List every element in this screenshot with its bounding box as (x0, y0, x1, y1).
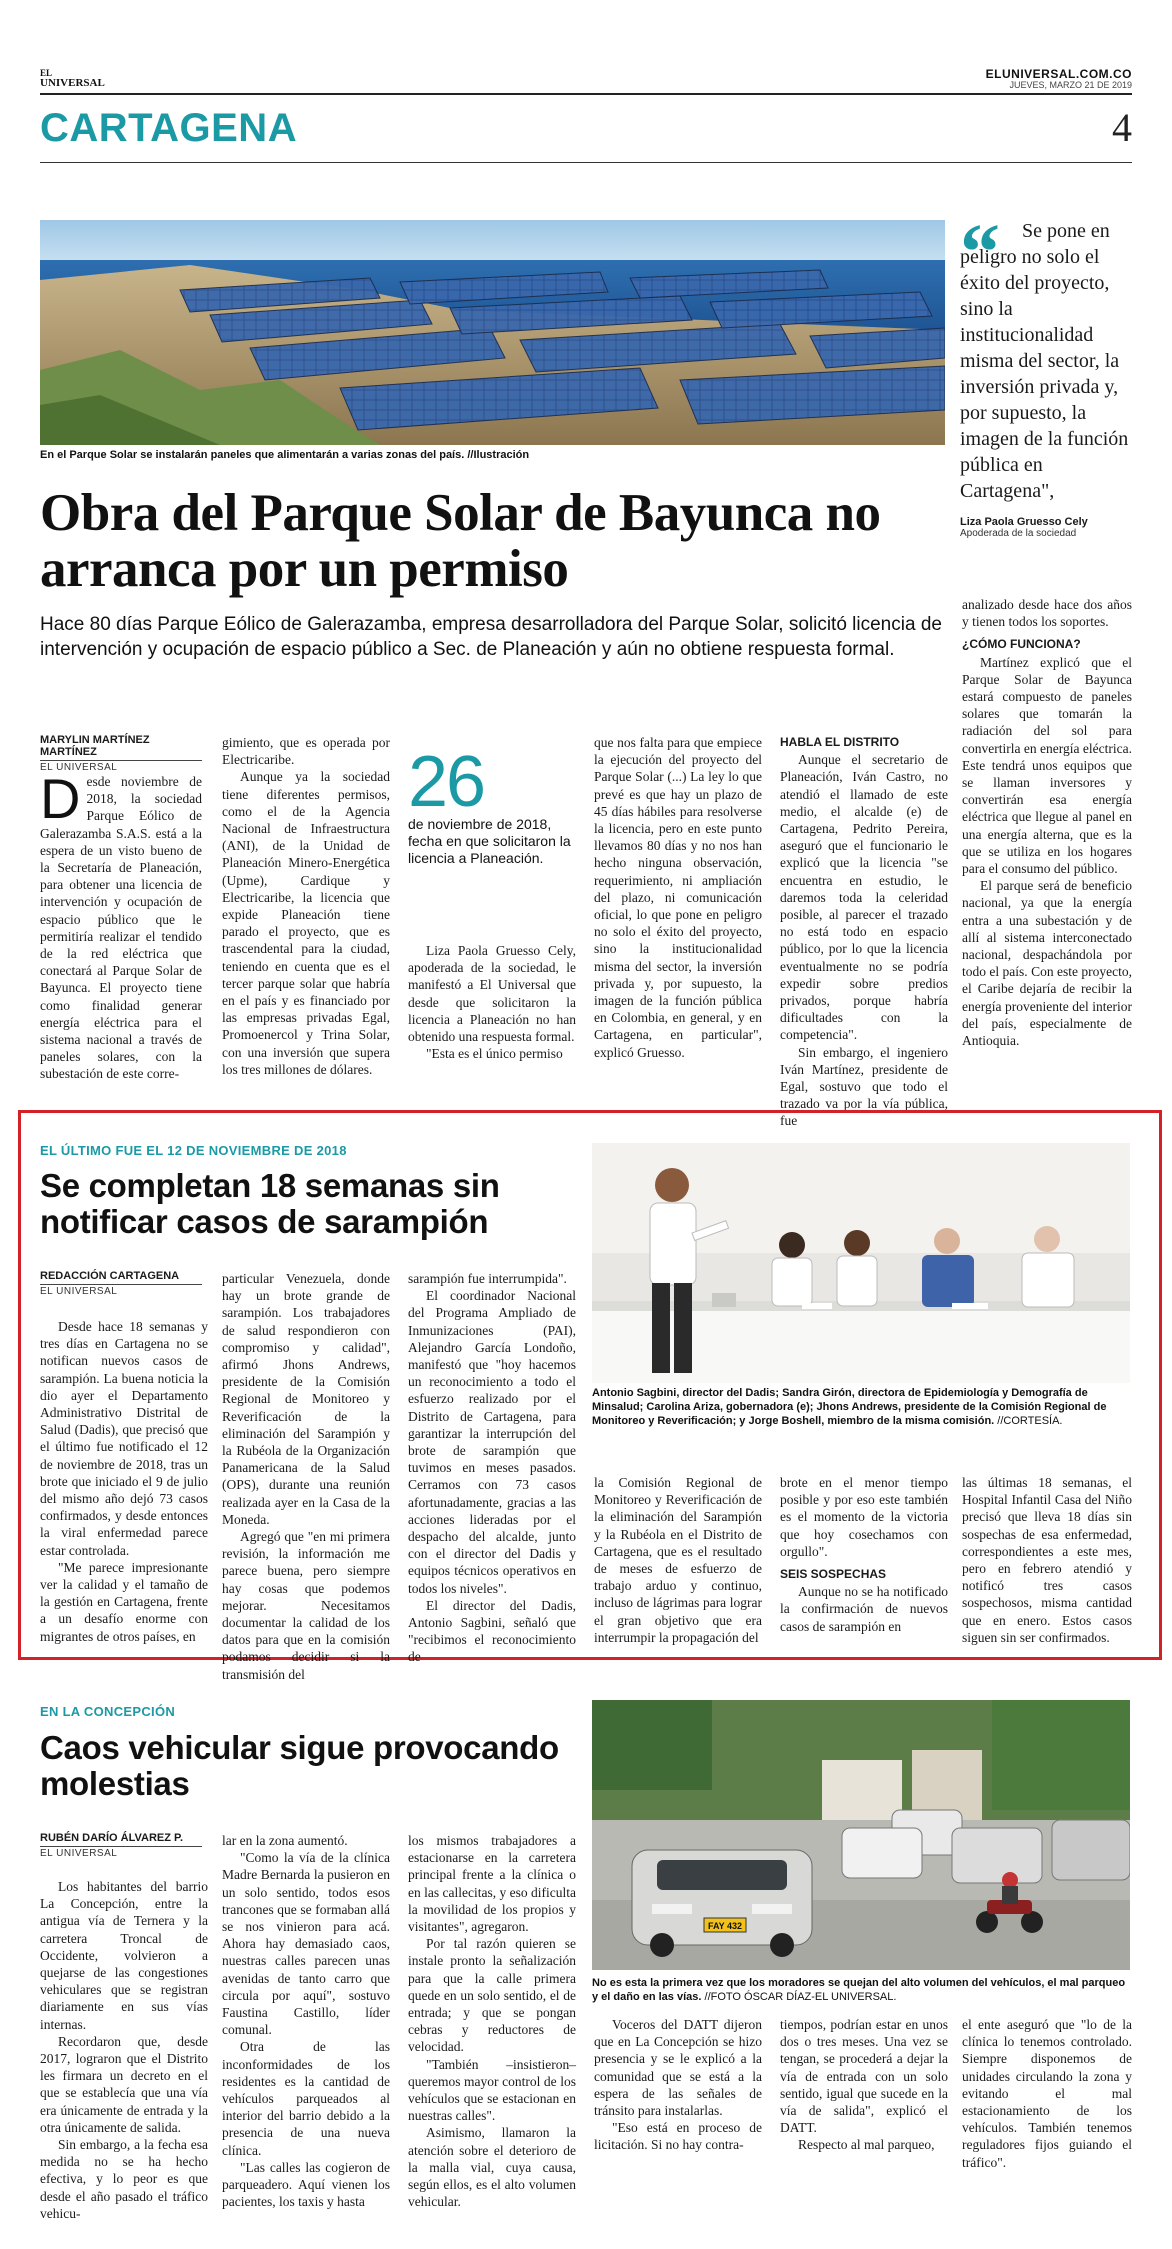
measles-col-4 (594, 1474, 762, 1646)
solar-col-6 (962, 596, 1132, 1049)
byline-publication: EL UNIVERSAL (40, 1846, 202, 1859)
measles-col1-p2: "Me parece impresionante ver la calidad y el tamaño de la gestión en Cartagena, frente a un desafío enorme con migrantes de otros países, en (40, 1559, 208, 1644)
pullquote (960, 209, 1132, 539)
officials-meeting-image (592, 1143, 1130, 1383)
solar-col6-p2: Martínez explicó que el Parque Solar de Bayunca estará compuesto de paneles solares que tomarán la radiación del sol para convertirla en energía eléctrica. Este tendrá unos equipos que se llaman inversores y convertirán esa energía eléctrica que llegue al panel en una energía alterna, que es la que se utiliza en los hogares para el consumo del público. (962, 654, 1132, 877)
measles-headline[interactable]: Se completan 18 semanas sin notificar casos de sarampión (40, 1167, 500, 1240)
measles-col6-text: las últimas 18 semanas, el Hospital Infantil Casa del Niño precisó que lleva 18 días sin sospechas de esa enfermedad, correspondientes a este mes, pero en febrero atendió y notificó tres casos sospechosos, misma cantidad que en enero. Estos casos siguen sin ser confirmados. (962, 1475, 1132, 1645)
subhead-como-funciona: ¿CÓMO FUNCIONA? (962, 637, 1081, 652)
traffic-col3-p1: los mismos trabajadores a estacionarse en la carretera principal frente a la clínica o en las callecitas, y eso dificulta la movilidad de los propios y visitantes", agregaron. (408, 1833, 576, 1935)
solar-col3-p1: Liza Paola Gruesso Cely, apoderada de la sociedad, le manifestó a El Universal que desde que solicitaron la licencia a Planeación no han obtenido una respuesta formal. (408, 943, 576, 1045)
measles-col-5 (780, 1474, 948, 1635)
masthead-info (986, 68, 1132, 91)
edition-date: JUEVES, MARZO 21 DE 2019 (1009, 80, 1132, 90)
section-rule (40, 162, 1132, 163)
measles-col3-p2: El coordinador Nacional del Programa Ampliado de Inmunizaciones (PAI), Alejandro García Londoño, manifestó que "hoy hacemos un reconocimiento a todo el esfuerzo realizado por el Distrito de Cartagena, para garantizar la interrupción del brote de sarampión que tuvimos en meses pasados. Cerramos con 73 casos afortunadamente, gracias a las acciones lideradas por el despacho del alcalde, junto con el director del Dadis y equipos técnicos operativos en todos los niveles". (408, 1288, 576, 1596)
solar-panels-illustration (40, 220, 945, 445)
traffic-col-3 (408, 1832, 576, 2210)
section-title: CARTAGENA (40, 106, 298, 150)
measles-col3-p1: sarampión fue interrumpida". (408, 1271, 567, 1286)
traffic-photo[interactable] (592, 1700, 1130, 1970)
traffic-kicker: EN LA CONCEPCIÓN (40, 1704, 176, 1719)
quote-mark-icon: “ (960, 209, 1000, 297)
byline-publication: EL UNIVERSAL (40, 760, 202, 773)
solar-col-5 (780, 734, 948, 1130)
byline-author: REDACCIÓN CARTAGENA (40, 1270, 180, 1282)
solar-col2-p2: Aunque ya la sociedad tiene diferentes permisos, como el de la Agencia Nacional de Infraestructura (ANI), de la Unidad de Planeación Minero-Energética (Upme), Cardique y Electricaribe, la licencia que expide Planeación tiene parado el proyecto, que es trascendental para la ciudad, teniendo en cuenta que es el tercer parque solar que habría en el país y es financiado por las empresas privadas Egal, Promoenercol y Trina Solar, con una inversión que supera los tres millones de dólares. (222, 769, 390, 1077)
traffic-col1-p1: Los habitantes del barrio La Concepción, entre la antigua vía de Ternera y la carretera Troncal de Occidente, volvieron a quejarse de las congestiones vehiculares que se registran diariamente en sus vías internas. (40, 1879, 208, 2032)
measles-col1-p1: Desde hace 18 semanas y tres días en Cartagena no se notifican nuevos casos de sarampión. La buena noticia la dio ayer el Departamento Administrativo Distrital de Salud (Dadis), que precisó que el último fue notificado el 12 de noviembre de 2018, tras un brote que iniciado el 9 de julio del mismo año dejó 73 casos confirmados, y desde entonces la viral enfermedad parece estar controlada. (40, 1319, 208, 1558)
solar-col2-p1: gimiento, que es operada por Electricaribe. (222, 735, 390, 768)
measles-col3-p3: El director del Dadis, Antonio Sagbini, señaló que "recibimos el reconocimiento de (408, 1597, 576, 1665)
measles-col-1 (40, 1318, 208, 1645)
solar-col4-text: que nos falta para que empiece la ejecución del proyecto del Parque Solar (...) La ley lo que prevé es que hay un plazo de 45 días hábiles para resolverse la licencia, pero en este punto llevamos 80 días y no nos han hecho ninguna observación, requerimiento, ni ampliación del plazo, ni comunicación oficial, lo que pone en peligro no solo el éxito del proyecto, sino la institucionalidad misma del sector, la inversión privada y, por supuesto, la imagen de la función pública en Colombia, en general, y en Cartagena, en particular", explicó Gruesso. (594, 735, 762, 1060)
traffic-headline[interactable]: Caos vehicular sigue provocando molestias (40, 1729, 559, 1802)
logo-top: EL (40, 68, 53, 78)
newspaper-logo[interactable] (40, 68, 105, 88)
measles-col2-p2: Agregó que "en mi primera revisión, la información me parece buena, pero siempre hay cosas que podemos mejorar. Necesitamos documentar la calidad de los datos para que en la comisión podamos decidir si la transmisión del (222, 1529, 390, 1682)
meeting-photo[interactable] (592, 1143, 1130, 1383)
traffic-col5-p1: tiempos, podrían estar en unos dos o tres meses. Una vez se tengan, se procederá a dejar la vía de entrada con un solo sentido, igual que sucede en la vía de salida", explicó el DATT. (780, 2017, 948, 2136)
meeting-caption-text: Antonio Sagbini, director del Dadis; Sandra Girón, directora de Epidemiología y Demografía de Minsalud; Carolina Ariza, gobernadora (e); Jhons Andrews, presidente de la Comisión Regional de Monitoreo y Reverificación; y Jorge Boshell, miembro de la misma comisión. (592, 1387, 1107, 1427)
traffic-col2-p1: lar en la zona aumentó. (222, 1833, 348, 1848)
measles-col-3 (408, 1270, 576, 1666)
logo-bottom: UNIVERSAL (40, 77, 105, 89)
big-number: 26 (408, 742, 485, 822)
date-fact-box (408, 742, 586, 867)
solar-col6-p3: El parque será de beneficio nacional, ya que la energía entra a una subestación y de allí al sistema interconectado nacional, despachándola por todo el país. Con este proyecto, el Caribe dejaría de recibir la energía proveniente del interior del país, especialmente de Antioquia. (962, 878, 1132, 1049)
solar-col6-p1: analizado desde hace dos años y tienen todos los soportes. (962, 597, 1132, 630)
solar-col-2 (222, 734, 390, 1078)
traffic-col3-p2: Por tal razón quieren se instale pronto la señalización para que la calle primera quede en un solo sentido, el de entrada; y que se pongan cebras y reductores de velocidad. (408, 1936, 576, 2055)
measles-col-6 (962, 1474, 1132, 1646)
measles-col5-p2: Aunque no se ha notificado la confirmación de nuevos casos de sarampión en (780, 1584, 948, 1634)
site-url[interactable]: ELUNIVERSAL.COM.CO (985, 67, 1132, 81)
traffic-col-1 (40, 1878, 208, 2222)
traffic-col2-p4: "Las calles las cogieron de parqueadero. Aquí vienen los pacientes, los taxis y hasta (222, 2159, 390, 2210)
solar-col3-p2: "Esta es el único permiso (426, 1046, 563, 1062)
page-number: 4 (1112, 105, 1132, 150)
traffic-col-4 (594, 2016, 762, 2154)
license-plate-text: FAY 432 (707, 1921, 743, 1931)
traffic-caption-credit: //FOTO ÓSCAR DÍAZ-EL UNIVERSAL. (701, 1991, 897, 2003)
solar-photo-caption (40, 448, 945, 462)
dropcap: D (40, 767, 81, 830)
solar-deck: Hace 80 días Parque Eólico de Galerazamba, empresa desarrolladora del Parque Solar, solicitó licencia de intervención y ocupación de espacio público a Sec. de Planeación y aún no obtiene respuesta formal. (40, 614, 942, 660)
traffic-col4-p2: "Eso está en proceso de licitación. Si no hay contra- (594, 2120, 762, 2153)
measles-col4-text: la Comisión Regional de Monitoreo y Reverificación de la eliminación del Sarampión y la Rubéola en el Distrito de Cartagena, que es el resultado de meses de esfuerzo de trabajo arduo y continuo, incluso de lágrimas para lograr el gran objetivo que era interrumpir la propagación del (594, 1475, 762, 1645)
measles-col-2 (222, 1270, 390, 1683)
solar-caption-text: En el Parque Solar se instalarán paneles que alimentarán a varias zonas del país. //Ilustración (40, 449, 530, 461)
solar-headline[interactable]: Obra del Parque Solar de Bayunca no arranca por un permiso (40, 484, 881, 598)
traffic-col-5 (780, 2016, 948, 2154)
traffic-jam-image (592, 1700, 1130, 1970)
solar-col-3 (408, 942, 576, 1062)
pullquote-author: Liza Paola Gruesso Cely (960, 516, 1088, 528)
traffic-col1-p2: Recordaron que, desde 2017, lograron que el Distrito les firmara un decreto en el que se establecía que una vía era únicamente de entrada y la otra únicamente de salida. (40, 2033, 208, 2135)
solar-park-photo[interactable] (40, 220, 945, 445)
measles-col5-p1: brote en el menor tiempo posible y por eso este también es el momento de la victoria que hoy cosechamos con orgullo". (780, 1475, 948, 1559)
solar-col-4 (594, 734, 762, 1061)
meeting-photo-caption (592, 1386, 1130, 1428)
solar-col5-p2: Sin embargo, el ingeniero Iván Martínez, presidente de Egal, sostuvo que todo el trazado va por la vía pública, fue (780, 1044, 948, 1129)
traffic-col2-p3: Otra de las inconformidades de los residentes es la cantidad de vehículos parqueados al interior del barrio debido a la presencia de una nueva clínica. (222, 2039, 390, 2158)
traffic-caption-text: No es esta la primera vez que los moradores se quejan del alto volumen del vehículos, el mal parqueo y el daño en las vías. (592, 1977, 1126, 2003)
subhead-seis-sospechas: SEIS SOSPECHAS (780, 1567, 887, 1582)
byline-author: MARYLIN MARTÍNEZ MARTÍNEZ (40, 734, 150, 758)
byline-publication: EL UNIVERSAL (40, 1284, 202, 1297)
measles-byline (40, 1270, 202, 1297)
traffic-col-2 (222, 1832, 390, 2210)
pullquote-text: Se pone en peligro no solo el éxito del proyecto, sino la institucionalidad misma del sector, la inversión privada y, por supuesto, la imagen de la función pública en Cartagena", (960, 220, 1129, 502)
byline-author: RUBÉN DARÍO ÁLVAREZ P. (40, 1832, 184, 1844)
traffic-col4-p1: Voceros del DATT dijeron que en La Concepción se hizo presencia y se le explicó a la comunidad que se está a la espera de las señales de tránsito para instalarlas. (594, 2017, 762, 2119)
subhead-habla-el-distrito: HABLA EL DISTRITO (780, 735, 900, 749)
masthead (40, 64, 1132, 92)
solar-col1-text: esde noviembre de 2018, la sociedad Parque Eólico de Galerazamba S.A.S. está a la espera de un visto bueno de la Secretaría de Planeación, para obtener una licencia de intervención y ocupación de espacio público que le permitiría realizar el tendido de la red eléctrica que conectará al Parque Solar de Bayunca. El proyecto tiene como finalidad generar energía eléctrica para el sistema nacional a través de paneles solares, con la subestación de este corre- (40, 774, 202, 1082)
measles-col2-p1: particular Venezuela, donde hay un brote grande de sarampión. Los trabajadores de salud respondieron con compromiso y calidad", afirmó Jhons Andrews, presidente de la Comisión Regional de Monitoreo y Reverificación de la eliminación del Sarampión y la Rubéola de la Organización Panamericana de la Salud (OPS), durante una reunión realizada ayer en la Casa de la Moneda. (222, 1271, 390, 1527)
solar-col5-p1: Aunque el secretario de Planeación, Iván Castro, no atendió el llamado de este medio, el alcalde (e) de Cartagena, Pedrito Pereira, aseguró que el funcionario le explicó que la licencia "se encuentra en estudio, le daremos toda la celeridad posible, al parecer el trazado no está todo en espacio público, por lo que la licencia eventualmente no se podría expedir sobre predios privados, porque habría dificultades con la competencia". (780, 752, 948, 1043)
big-number-text: de noviembre de 2018, fecha en que solicitaron la licencia a Planeación. (408, 816, 571, 866)
traffic-col5-p2: Respecto al mal parqueo, (798, 2137, 935, 2153)
traffic-photo-caption (592, 1976, 1130, 2004)
pullquote-role: Apoderada de la sociedad (960, 528, 1077, 539)
traffic-byline (40, 1832, 202, 1859)
traffic-col-6 (962, 2016, 1132, 2171)
traffic-col2-p2: "Como la vía de la clínica Madre Bernarda la pusieron en un solo sentido, todos esos trancones que se formaban allá se nos vinieron para acá. Ahora hay demasiado caos, nuestras calles parecen unas avenidas de tanto carro que circula por aquí", sostuvo Faustina Castillo, líder comunal. (222, 1850, 390, 2038)
traffic-col3-p4: Asimismo, llamaron la atención sobre el deterioro de la malla vial, cuya causa, según ellos, es el alto volumen vehicular. (408, 2125, 576, 2210)
traffic-col1-p3: Sin embargo, a la fecha esa medida no se ha hecho efectiva, y lo peor es que desde el año pasado el tráfico vehicu- (40, 2137, 208, 2221)
meeting-caption-credit: //CORTESÍA. (994, 1415, 1063, 1427)
traffic-col6-text: el ente aseguró que "lo de la clínica lo tenemos controlado. Siempre disponemos de unidades circulando la zona y evitando el mal estacionamiento de los vehículos. También tenemos reguladores fijos guiando el tráfico". (962, 2017, 1132, 2170)
measles-kicker: EL ÚLTIMO FUE EL 12 DE NOVIEMBRE DE 2018 (40, 1143, 347, 1158)
masthead-rule (40, 93, 1132, 95)
traffic-col3-p3: "También –insistieron– queremos mayor control de los vehículos que se estacionan en nuestras calles". (408, 2056, 576, 2124)
